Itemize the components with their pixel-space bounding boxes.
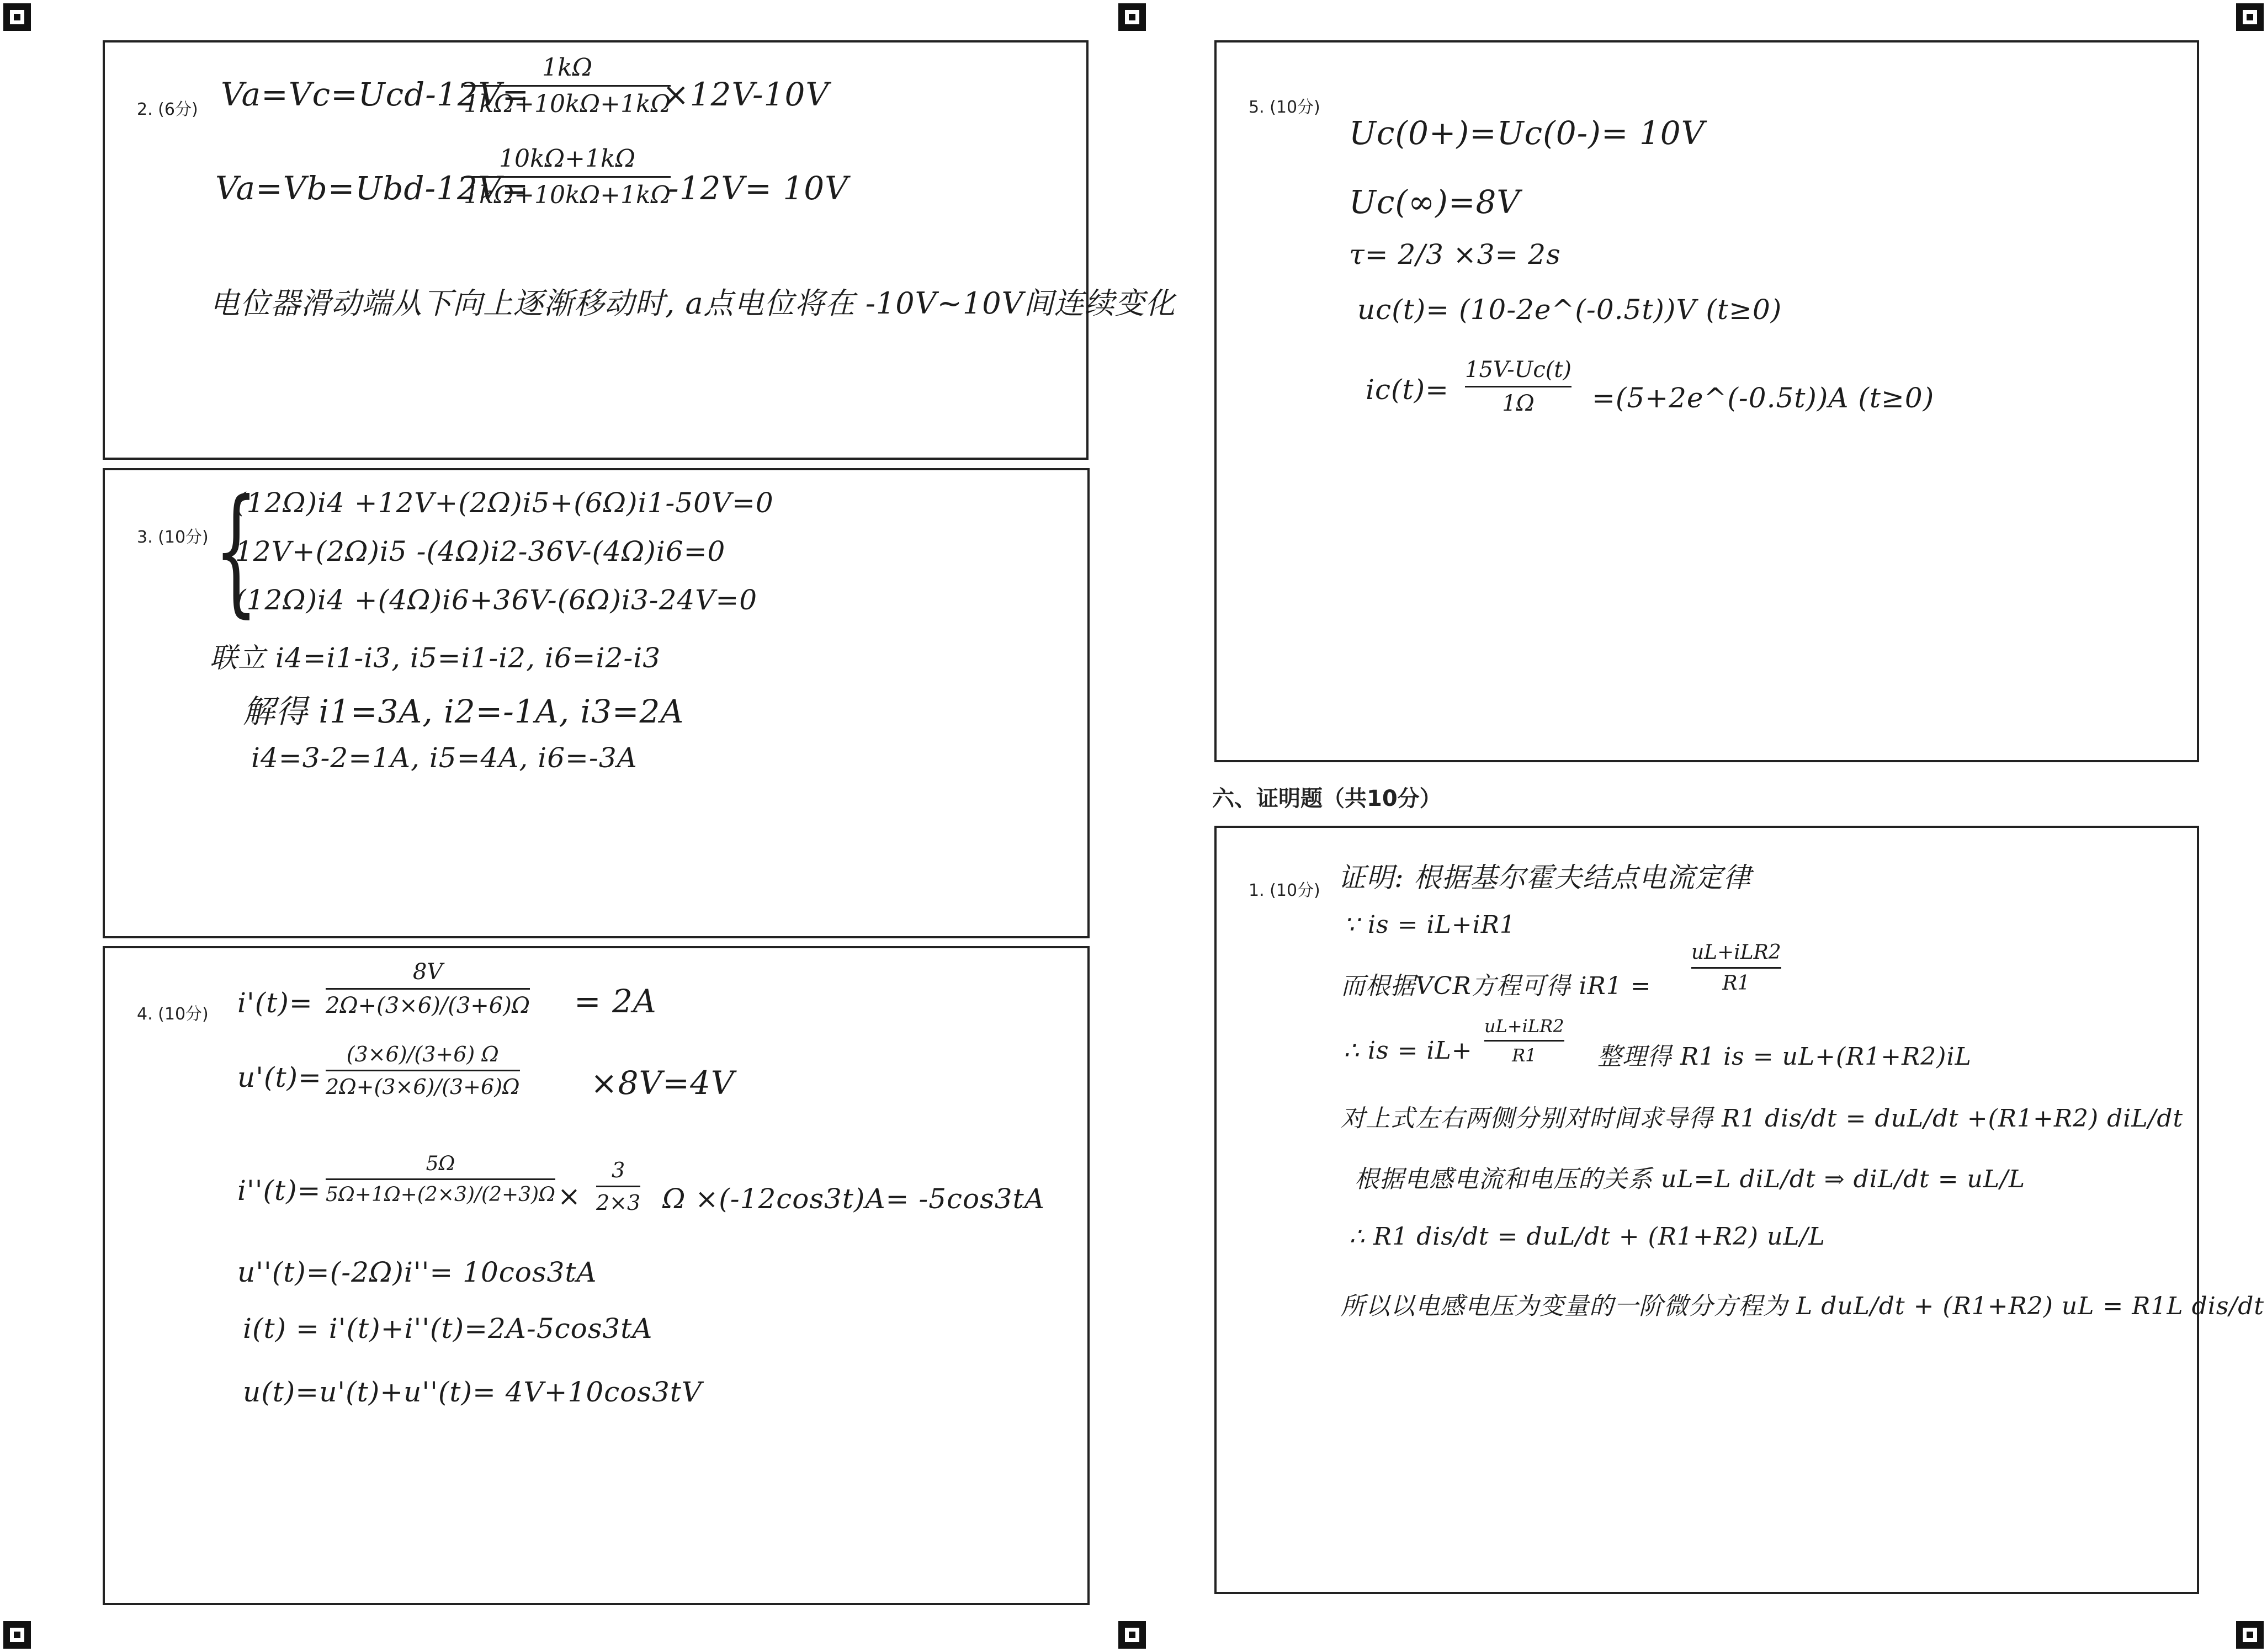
proof-line3-denominator: R1 <box>1722 972 1750 995</box>
proof-line4-rhs: 整理得 R1 is = uL+(R1+R2)iL <box>1597 1043 1972 1071</box>
q4-line3-rhs: Ω ×(-12cos3t)A= -5cos3tA <box>662 1183 1045 1215</box>
proof-line1: 证明: 根据基尔霍夫结点电流定律 <box>1338 862 1751 894</box>
section-heading-proof: 六、证明题（共10分） <box>1212 786 1442 811</box>
q5-line5-rhs: =(5+2e^(-0.5t))A (t≥0) <box>1592 382 1935 414</box>
proof-line3-lhs: 而根据VCR方程可得 iR1 = <box>1341 972 1652 1000</box>
proof-line3-fraction <box>1691 941 1781 995</box>
q5-line5-numerator: 15V-Uc(t) <box>1465 357 1572 383</box>
q2-line1-rhs: ×12V-10V <box>662 76 830 113</box>
q4-line4: u''(t)=(-2Ω)i''= 10cos3tA <box>237 1256 597 1288</box>
answer-box-q2 <box>103 40 1176 460</box>
fiducial-marker-top-left <box>3 3 31 31</box>
q2-line2-rhs: -12V= 10V <box>668 169 849 207</box>
q2-line2-lhs: Va=Vb=Ubd-12V= <box>215 169 529 207</box>
q4-line2-denominator: 2Ω+(3×6)/(3+6)Ω <box>326 1075 520 1099</box>
proof-line3-numerator: uL+iLR2 <box>1691 941 1781 964</box>
q5-line5-lhs: ic(t)= <box>1366 374 1449 406</box>
proof-line4-numerator: uL+iLR2 <box>1484 1016 1564 1037</box>
question-number-proof1: 1. (10分) <box>1249 881 1320 900</box>
q3-solution-2: i4=3-2=1A, i5=4A, i6=-3A <box>251 742 638 774</box>
q2-line1-lhs: Va=Vc=Ucd-12V= <box>221 76 530 113</box>
proof-line4-denominator: R1 <box>1512 1045 1537 1066</box>
q5-line2: Uc(∞)=8V <box>1349 183 1521 221</box>
q3-equation-1: (12Ω)i4 +12V+(2Ω)i5+(6Ω)i1-50V=0 <box>235 487 774 519</box>
fiducial-marker-bottom-left <box>3 1621 31 1649</box>
q4-line3-numerator-2: 3 <box>612 1158 625 1182</box>
q4-line3-denominator-1: 5Ω+1Ω+(2×3)/(2+3)Ω <box>326 1183 555 1206</box>
q5-line4: uc(t)= (10-2e^(-0.5t))V (t≥0) <box>1357 294 1782 326</box>
q5-line5-denominator: 1Ω <box>1502 391 1535 416</box>
q4-line5: i(t) = i'(t)+i''(t)=2A-5cos3tA <box>243 1313 653 1345</box>
proof-line4-fraction <box>1484 1016 1564 1066</box>
q4-line2-lhs: u'(t)= <box>237 1061 322 1093</box>
question-number-q4: 4. (10分) <box>137 1005 209 1024</box>
proof-line4-lhs: ∴ is = iL+ <box>1344 1037 1473 1065</box>
q4-line1-fraction <box>326 959 530 1018</box>
question-number-q5: 5. (10分) <box>1249 98 1320 117</box>
answer-box-proof1 <box>1214 826 2265 1594</box>
fiducial-marker-bottom-center <box>1118 1621 1146 1649</box>
q2-line2-denominator: 1kΩ+10kΩ+1kΩ <box>464 181 671 209</box>
equation-system-brace: { <box>214 470 258 630</box>
q4-line2-fraction <box>326 1042 520 1099</box>
q4-line6: u(t)=u'(t)+u''(t)= 4V+10cos3tV <box>243 1376 702 1408</box>
q3-constraints: 联立 i4=i1-i3, i5=i1-i2, i6=i2-i3 <box>210 642 661 674</box>
proof-line5: 对上式左右两侧分别对时间求导得 R1 dis/dt = duL/dt +(R1+R2) diL/dt <box>1341 1104 2184 1133</box>
q3-solution-1: 解得 i1=3A, i2=-1A, i3=2A <box>243 693 684 730</box>
q2-line3-conclusion: 电位器滑动端从下向上逐渐移动时, a点电位将在 -10V~10V间连续变化 <box>210 286 1176 321</box>
q4-line3-times: × <box>558 1180 581 1212</box>
answer-box-q3 <box>103 468 1090 938</box>
fiducial-marker-top-center <box>1118 3 1146 31</box>
q4-line1-lhs: i'(t)= <box>237 987 313 1019</box>
q4-line2-numerator: (3×6)/(3+6) Ω <box>346 1042 499 1066</box>
q4-line1-denominator: 2Ω+(3×6)/(3+6)Ω <box>326 993 530 1018</box>
q4-line2-rhs: ×8V=4V <box>591 1064 735 1102</box>
q5-line5-fraction <box>1465 357 1571 416</box>
q5-line1: Uc(0+)=Uc(0-)= 10V <box>1349 114 1705 152</box>
q4-line3-denominator-2: 2×3 <box>596 1191 641 1215</box>
q2-line2-numerator: 10kΩ+1kΩ <box>499 145 636 173</box>
q3-equation-3: (12Ω)i4 +(4Ω)i6+36V-(6Ω)i3-24V=0 <box>235 584 758 616</box>
answer-box-q5 <box>1214 40 2199 762</box>
q4-line3-fraction-2 <box>596 1158 640 1215</box>
q2-line1-denominator: 1kΩ+10kΩ+1kΩ <box>464 90 671 118</box>
question-number-q3: 3. (10分) <box>137 528 209 547</box>
q3-equation-2: 12V+(2Ω)i5 -(4Ω)i2-36V-(4Ω)i6=0 <box>235 535 726 567</box>
q4-line1-rhs: = 2A <box>574 982 657 1020</box>
q2-line2-fraction <box>464 145 671 209</box>
q4-line3-lhs: i''(t)= <box>237 1175 321 1207</box>
q5-line3: τ= 2/3 ×3= 2s <box>1349 238 1561 270</box>
answer-box-q4 <box>103 946 1090 1605</box>
question-number-q2: 2. (6分) <box>137 100 198 119</box>
q4-line3-fraction-1 <box>326 1152 555 1206</box>
fiducial-marker-top-right <box>2236 3 2264 31</box>
proof-line6: 根据电感电流和电压的关系 uL=L diL/dt ⇒ diL/dt = uL/L <box>1355 1165 2026 1193</box>
q2-line1-numerator: 1kΩ <box>542 54 593 82</box>
proof-line8: 所以以电感电压为变量的一阶微分方程为 L duL/dt + (R1+R2) uL = R1L dis/dt <box>1341 1292 2265 1320</box>
q4-line3-numerator-1: 5Ω <box>426 1152 455 1175</box>
q2-line1-fraction <box>464 54 671 118</box>
q4-line1-numerator: 8V <box>412 959 443 985</box>
proof-line2: ∵ is = iL+iR1 <box>1344 911 1516 939</box>
fiducial-marker-bottom-right <box>2236 1621 2264 1649</box>
proof-line7: ∴ R1 dis/dt = duL/dt + (R1+R2) uL/L <box>1349 1223 1825 1251</box>
